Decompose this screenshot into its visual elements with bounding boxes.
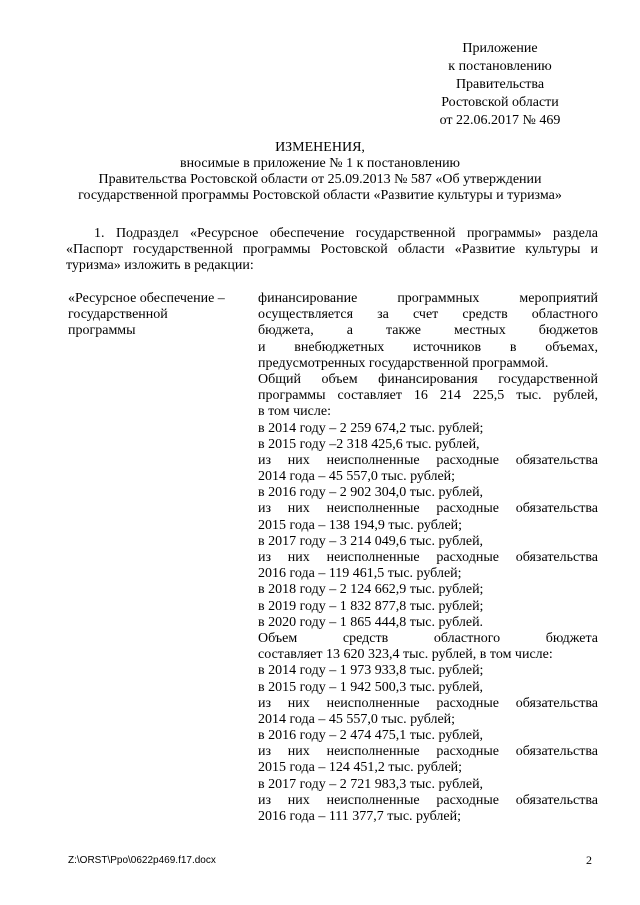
funding-line: 2016 года – 111 377,7 тыс. рублей; <box>258 809 462 824</box>
funding-line: составляет 13 620 323,4 тыс. рублей, в том числе: <box>258 647 553 663</box>
appendix-line: Правительства <box>455 77 545 92</box>
funding-line: программы составляет 16 214 225,5 тыс. рублей, <box>258 388 598 404</box>
funding-line: и внебюджетных источников в объемах, <box>258 339 598 355</box>
funding-line: 2016 года – 119 461,5 тыс. рублей; <box>258 566 462 582</box>
document-title <box>40 140 600 204</box>
appendix-line: от 22.06.2017 № 469 <box>439 113 561 128</box>
footer-page-number: 2 <box>586 853 592 867</box>
appendix-line: к постановлению <box>448 59 552 74</box>
funding-line: 2014 года – 45 557,0 тыс. рублей; <box>258 469 456 485</box>
funding-line: в 2019 году – 1 832 877,8 тыс. рублей; <box>258 598 484 614</box>
intro-paragraph <box>66 226 598 274</box>
funding-line: в 2018 году – 2 124 662,9 тыс. рублей; <box>258 582 484 598</box>
funding-text <box>258 291 598 825</box>
funding-line: в 2017 году – 3 214 049,6 тыс. рублей, <box>258 533 484 549</box>
funding-line: Объем средств областного бюджета <box>258 630 598 646</box>
funding-line: из них неисполненные расходные обязательства <box>258 744 598 760</box>
funding-line: в 2016 году – 2 474 475,1 тыс. рублей, <box>258 728 484 744</box>
funding-line: 2015 года – 138 194,9 тыс. рублей; <box>258 517 463 533</box>
intro-text: 1. Подраздел «Ресурсное обеспечение государственной программы» раздела «Паспорт государственной программы Ростовской области «Развитие культуры и туризма» изложить в редакции: <box>66 226 598 273</box>
funding-line: в 2015 году – 1 942 500,3 тыс. рублей, <box>258 679 484 695</box>
funding-line: бюджета, а также местных бюджетов <box>258 323 598 339</box>
footer-file-path: Z:\ORST\Ppo\0622p469.f17.docx <box>68 855 216 866</box>
funding-line: из них неисполненные расходные обязательства <box>258 452 598 468</box>
appendix-line: Приложение <box>462 41 538 56</box>
funding-line: в 2014 году – 2 259 674,2 тыс. рублей; <box>258 420 484 436</box>
funding-line: осуществляется за счет средств областного <box>258 307 598 323</box>
funding-line: в 2014 году – 1 973 933,8 тыс. рублей; <box>258 663 484 679</box>
funding-line: Общий объем финансирования государственной <box>258 371 598 387</box>
funding-line: из них неисполненные расходные обязательства <box>258 792 598 808</box>
section-label-line: «Ресурсное обеспечение – <box>68 291 225 306</box>
appendix-line: Ростовской области <box>441 95 559 110</box>
section-label-line: программы <box>68 323 136 338</box>
title-line: государственной программы Ростовской области «Развитие культуры и туризма» <box>78 188 562 203</box>
funding-line: в 2016 году – 2 902 304,0 тыс. рублей, <box>258 485 484 501</box>
funding-line: 2014 года – 45 557,0 тыс. рублей; <box>258 711 456 727</box>
title-line: Правительства Ростовской области от 25.09.2013 № 587 «Об утверждении <box>98 172 542 187</box>
funding-line: в 2017 году – 2 721 983,3 тыс. рублей, <box>258 776 484 792</box>
funding-line: 2015 года – 124 451,2 тыс. рублей; <box>258 760 463 776</box>
funding-line: из них неисполненные расходные обязательства <box>258 501 598 517</box>
section-label <box>68 291 248 339</box>
funding-line: в 2015 году –2 318 425,6 тыс. рублей, <box>258 436 480 452</box>
funding-line: в том числе: <box>258 404 331 420</box>
appendix-header <box>400 40 600 130</box>
funding-line: из них неисполненные расходные обязательства <box>258 550 598 565</box>
funding-line: финансирование программных мероприятий <box>258 291 598 306</box>
funding-line: из них неисполненные расходные обязательства <box>258 695 598 711</box>
title-main: ИЗМЕНЕНИЯ, <box>275 140 365 155</box>
title-line: вносимые в приложение № 1 к постановлению <box>179 156 461 171</box>
funding-line: предусмотренных государственной программой. <box>258 355 549 371</box>
section-label-line: государственной <box>68 307 168 322</box>
funding-line: в 2020 году – 1 865 444,8 тыс. рублей. <box>258 614 484 630</box>
